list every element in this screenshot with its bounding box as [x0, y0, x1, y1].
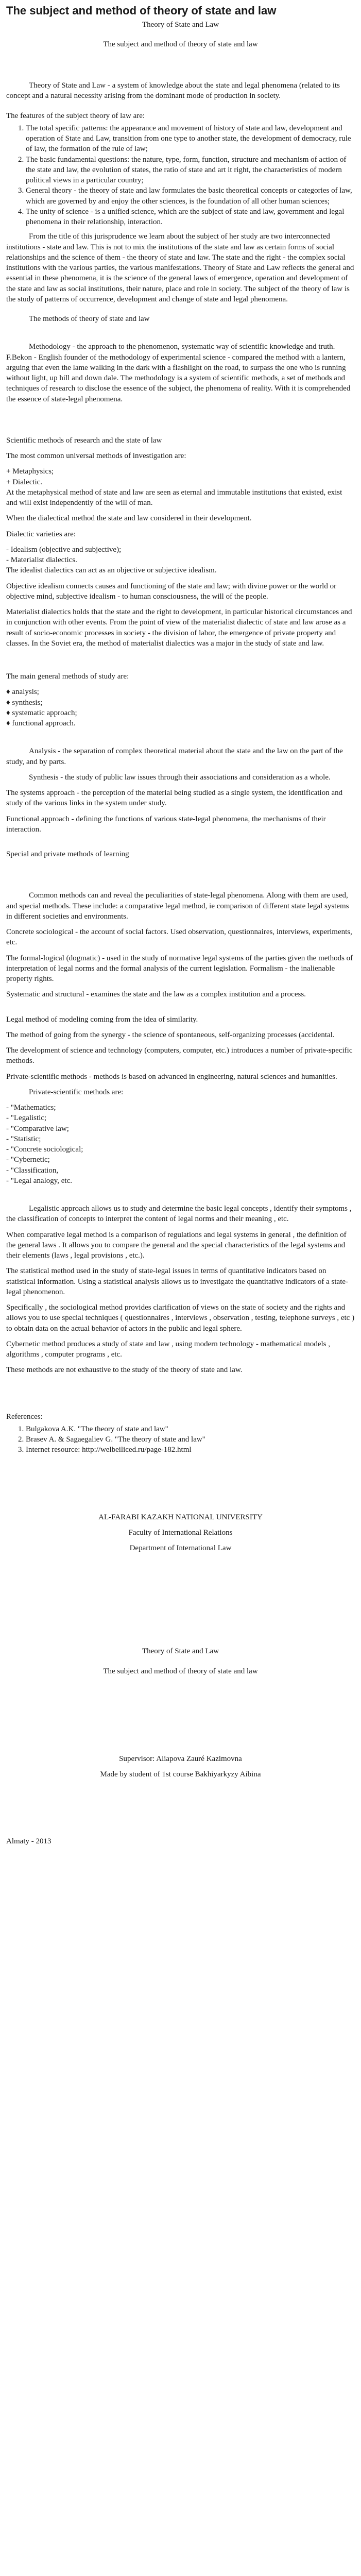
made-by: Made by student of 1st course Bakhiyarkyzy Aibina: [100, 1770, 261, 1779]
private-methods-heading: Private-scientific methods are:: [29, 1088, 124, 1096]
list-item: ♦ systematic approach;: [6, 708, 77, 717]
list-item: + Dialectic.: [6, 478, 43, 486]
reference-item: 1. Bulgakova A.K. "The theory of state and law": [26, 1424, 355, 1434]
feature-item: 2. The basic fundamental questions: the nature, type, form, function, structure and mechanism of action of the state and law, the evolution of states, the ratio of state and art it right, the characteristics of modern political views in a particular country;: [26, 155, 355, 186]
document-subtitle-2: The subject and method of theory of state and law: [103, 40, 258, 48]
reference-item: 3. Internet resource: http://welbeiliced.ru/page-182.html: [26, 1445, 355, 1455]
development-paragraph: The development of science and technology (computers, computer, etc.) introduces a number of private-specific methods.: [6, 1046, 353, 1065]
document-date: Almaty - 2013: [6, 1837, 51, 1846]
document-title: The subject and method of theory of state and law: [6, 4, 277, 17]
synergy-paragraph: The method of going from the synergy - the science of spontaneous, self-organizing processes (accidental.: [6, 1030, 335, 1039]
general-methods-heading: The main general methods of study are:: [6, 672, 129, 681]
dialectical-paragraph: When the dialectical method the state and law considered in their development.: [6, 514, 252, 523]
general-methods-list: [6, 687, 355, 728]
concrete-sociological-paragraph: Concrete sociological - the account of social factors. Used observation, questionnaires, interviews, experiments, etc.: [6, 928, 352, 947]
reference-item: 2. Brasev A. & Sagaegaliev G. "The theory of state and law": [26, 1434, 355, 1445]
document-subtitle: Theory of State and Law: [142, 20, 219, 29]
list-item: - "Statistic;: [6, 1134, 41, 1143]
subject-paragraph: From the title of this jurisprudence we learn about the subject of her study are two interconnected institutions - state and law. This is not to mix the institutions of the state and law as certain forms of social relationships and the science of them - the theory of state and law. The state and the right - the complex social institutions with the various parties, the various manifestations. Theory of State and Law reflects the general and essential in these phenomena, it is the science of the general laws of emergence, operation and development of the state and law as social institutions, their nature, place and role in society. The subject of the theory of law is the study of patterns of occurrence, development and change of state and legal phenomena.: [6, 232, 354, 303]
methodology-paragraph: Methodology - the approach to the phenomenon, systematic way of scientific knowledge and truth. F.Bekon - English founder of the methodology of experimental science - compared the method with a lantern, arguing that even the lame walking in the dark with a flashlight on the road, to surpass the one who is running without light, up hill and down dale. The methodology is a system of scientific methods, a set of methods and techniques of research to disclose the essence of the subject, the phenomena of reality. With it is comprehended the essence of state-legal phenomena.: [6, 343, 351, 403]
university-name: AL-FARABI KAZAKH NATIONAL UNIVERSITY: [98, 1513, 263, 1521]
title-page: [6, 1512, 355, 1780]
list-item: - Idealism (objective and subjective);: [6, 545, 122, 554]
special-methods-paragraph: Common methods can and reveal the peculiarities of state-legal phenomena. Along with them are used, and special methods. These include: a comparative legal method, ie comparison of different state legal systems in different societies and environments.: [6, 891, 349, 921]
list-item: - "Comparative law;: [6, 1124, 69, 1133]
course-name: Theory of State and Law: [142, 1647, 219, 1656]
methods-heading: The methods of theory of state and law: [29, 315, 150, 324]
cybernetic-paragraph: Cybernetic method produces a study of state and law , using modern technology - mathematical models , algorithms , computer programs , etc.: [6, 1340, 331, 1359]
functional-approach-paragraph: Functional approach - defining the functions of various state-legal phenomena, the mechanisms of their interaction.: [6, 815, 326, 834]
materialist-paragraph: Materialist dialectics holds that the state and the right to development, in particular historical circumstances and in conjunction with other events. From the point of view of the materialist dialectic of state and law arose as a result of socio-economic processes in society - the division of labor, the emergence of private property and classes. In the Soviet era, the method of materialist dialectics was a major in the study of state and law.: [6, 608, 352, 648]
private-methods-list: [6, 1103, 355, 1186]
formal-logical-paragraph: The formal-logical (dogmatic) - used in the study of normative legal systems of the parties given the methods of interpretation of legal norms and the formal analysis of the current legislation. Formalism - the inalienable property rights.: [6, 954, 353, 984]
modeling-paragraph: Legal method of modeling coming from the idea of similarity.: [6, 1015, 198, 1024]
final-paragraph: These methods are not exhaustive to the study of the theory of state and law.: [6, 1366, 243, 1375]
list-item: ♦ synthesis;: [6, 698, 43, 707]
systematic-structural-paragraph: Systematic and structural - examines the state and the law as a complex institution and a process.: [6, 990, 306, 999]
intro-paragraph: Theory of State and Law - a system of knowledge about the state and legal phenomena (related to its concept and a natural necessity arising from the dominant mode of production in society.: [6, 81, 340, 100]
feature-item: 3. General theory - the theory of state and law formulates the basic theoretical concepts or categories of law, which are governed by and enjoy the other sciences, is the foundation of all other human sciences;: [26, 185, 355, 207]
topic-name: The subject and method of theory of state and law: [103, 1667, 258, 1675]
metaphysical-paragraph: At the metaphysical method of state and law are seen as eternal and immutable institutions that existed, exist and will exist independently of the will of man.: [6, 488, 342, 507]
scientific-methods-heading: Scientific methods of research and the state of law: [6, 436, 162, 445]
idealist-paragraph: The idealist dialectics can act as an objective or subjective idealism.: [6, 566, 217, 575]
references-list: [26, 1424, 355, 1455]
list-item: - "Legal analogy, etc.: [6, 1176, 73, 1185]
department-name: Department of International Law: [129, 1544, 232, 1553]
objective-idealism-paragraph: Objective idealism connects causes and functioning of the state and law; with divine power or the world or objective mind, subjective idealism - to human consciousness, the will of the people.: [6, 582, 337, 601]
feature-item: 4. The unity of science - is a unified science, which are the subject of state and law, government and legal phenomena in their relationship, interaction.: [26, 207, 355, 228]
dialectic-varieties-list: [6, 545, 355, 566]
faculty-name: Faculty of International Relations: [128, 1528, 233, 1537]
legalistic-paragraph: Legalistic approach allows us to study and determine the basic legal concepts , identify their symptoms , the classification of concepts to interpret the content of legal norms and their meaning , etc.: [6, 1205, 352, 1224]
list-item: - "Mathematics;: [6, 1104, 56, 1112]
features-heading: The features of the subject theory of law are:: [6, 111, 145, 120]
supervisor: Supervisor: Aliapova Zauré Kazimovna: [119, 1754, 242, 1763]
comparative-paragraph: When comparative legal method is a comparison of regulations and legal systems in general , the definition of the general laws . It allows you to compare the general and the special characteristics of the legal systems and their elements (laws , legal provisions , etc.).: [6, 1230, 347, 1260]
list-item: - "Concrete sociological;: [6, 1145, 83, 1154]
list-item: ♦ analysis;: [6, 688, 39, 697]
features-list: [26, 123, 355, 228]
systems-approach-paragraph: The systems approach - the perception of the material being studied as a single system, the identification and study of the various links in the system under study.: [6, 789, 343, 808]
dialectic-varieties-heading: Dialectic varieties are:: [6, 530, 76, 538]
special-methods-heading: Special and private methods of learning: [6, 850, 129, 859]
sociological-paragraph: Specifically , the sociological method provides clarification of views on the state of society and the rights and allows you to use special techniques ( questionnaires , interviews , observation , testing, telephone surveys , etc ) to obtain data on the actual behavior of actors in the public and legal sphere.: [6, 1303, 355, 1333]
list-item: - "Legalistic;: [6, 1114, 47, 1123]
list-item: - Materialist dialectics.: [6, 556, 77, 565]
list-item: + Metaphysics;: [6, 467, 54, 476]
list-item: ♦ functional approach.: [6, 719, 76, 728]
private-scientific-paragraph: Private-scientific methods - methods is based on advanced in engineering, natural sciences and humanities.: [6, 1072, 337, 1081]
feature-item: 1. The total specific patterns: the appearance and movement of history of state and law, development and operation of State and Law, transition from one type to another state, the development of democracy, rule of law, the formation of the rule of law;: [26, 123, 355, 155]
universal-methods-heading: The most common universal methods of investigation are:: [6, 452, 186, 461]
list-item: - "Cybernetic;: [6, 1156, 50, 1164]
list-item: - "Classification,: [6, 1166, 59, 1175]
references-heading: References:: [6, 1412, 43, 1421]
analysis-paragraph: Analysis - the separation of complex theoretical material about the state and the law on the part of the study, and by parts.: [6, 747, 343, 766]
statistical-paragraph: The statistical method used in the study of state-legal issues in terms of quantitative indicators based on statistical information. Using a statistical analysis allows us to investigate the quantitative indicators of a state-legal phenomenon.: [6, 1267, 349, 1296]
synthesis-paragraph: Synthesis - the study of public law issues through their associations and consideration as a whole.: [29, 773, 331, 782]
universal-methods-list: [6, 466, 355, 487]
